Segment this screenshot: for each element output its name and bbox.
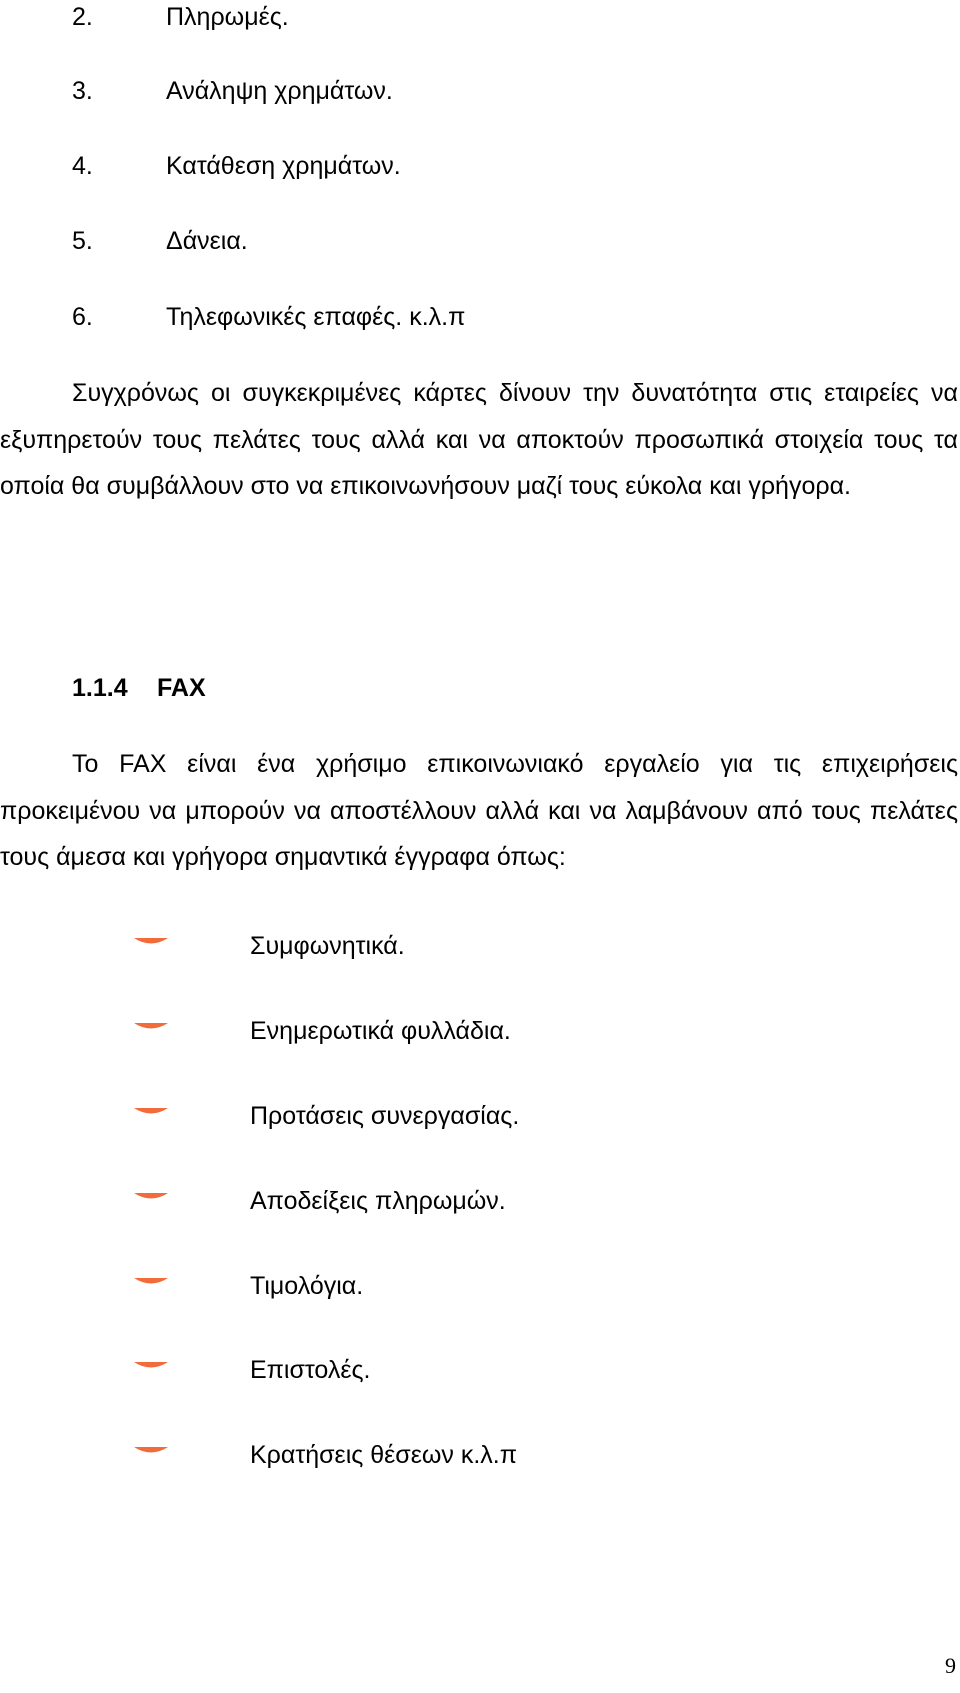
orange-arc-bullet-icon <box>134 1023 168 1031</box>
bullet-text: Ενημερωτικά φυλλάδια. <box>250 1017 511 1045</box>
orange-arc-bullet-icon <box>134 1278 168 1286</box>
list-item-text: Ανάληψη χρημάτων. <box>166 77 393 105</box>
orange-arc-bullet-icon <box>134 1108 168 1116</box>
orange-arc-bullet-icon <box>134 1193 168 1201</box>
list-item-text: Δάνεια. <box>166 227 248 255</box>
bullet-text: Συμφωνητικά. <box>250 932 405 960</box>
list-item-number: 4. <box>72 152 93 180</box>
list-item <box>72 300 465 334</box>
list-item-number: 3. <box>72 77 93 105</box>
list-item <box>72 74 393 108</box>
body-paragraph: Το FAX είναι ένα χρήσιμο επικοινωνιακό εργαλείο για τις επιχειρήσεις προκειμένου να μπορούν να αποστέλλουν αλλά και να λαμβάνουν από τους πελάτες τους άμεσα και γρήγορα σημαντικά έγγραφα όπως: <box>0 750 958 871</box>
page-number: 9 <box>945 1653 956 1678</box>
bullet-text: Προτάσεις συνεργασίας. <box>250 1102 520 1130</box>
list-item <box>72 149 401 183</box>
bullet-text: Επιστολές. <box>250 1356 371 1384</box>
orange-arc-bullet-icon <box>134 1362 168 1370</box>
orange-arc-bullet-icon <box>134 938 168 946</box>
body-paragraph: Συγχρόνως οι συγκεκριμένες κάρτες δίνουν την δυνατότητα στις εταιρείες να εξυπηρετούν τους πελάτες τους αλλά και να αποκτούν προσωπικά στοιχεία τους τα οποία θα συμβάλλουν στο να επικοινωνήσουν μαζί τους εύκολα και γρήγορα. <box>0 379 958 500</box>
section-number: 1.1.4 <box>72 674 128 702</box>
bullet-text: Αποδείξεις πληρωμών. <box>250 1187 506 1215</box>
section-title: FAX <box>157 674 206 702</box>
list-item-text: Κατάθεση χρημάτων. <box>166 152 401 180</box>
list-item-text: Πληρωμές. <box>166 3 289 31</box>
list-item-number: 2. <box>72 3 93 31</box>
orange-arc-bullet-icon <box>134 1447 168 1455</box>
section-heading <box>72 668 206 708</box>
list-item-number: 6. <box>72 303 93 331</box>
bullet-text: Τιμολόγια. <box>250 1272 364 1300</box>
bullet-text: Κρατήσεις θέσεων κ.λ.π <box>250 1441 517 1469</box>
list-item-text: Τηλεφωνικές επαφές. κ.λ.π <box>166 303 466 331</box>
list-item-number: 5. <box>72 227 93 255</box>
list-item <box>72 0 289 34</box>
list-item <box>72 224 248 258</box>
